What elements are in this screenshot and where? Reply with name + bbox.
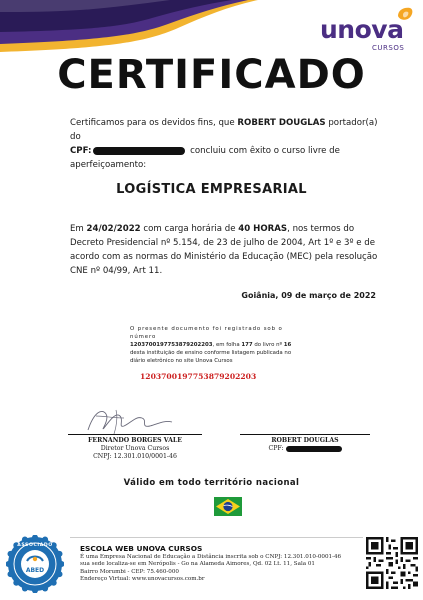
footer-line-cnpj: É uma Empresa Nacional de Educação a Distância inscrita sob o CNPJ: 12.301.010-0001-46: [80, 554, 342, 560]
registry-code: 1203700197753879202203: [140, 372, 257, 381]
completion-date: 24/02/2022: [86, 224, 141, 234]
footer-line-address: sua sede localiza-se em Nerópolis - Go na Alameda Aimores, Qd. 02 Lt. 11, Sala 01: [80, 561, 315, 568]
intro-text-holder: portador(a) do: [70, 118, 378, 142]
footer-divider: [70, 537, 363, 538]
footer-line-cep: Bairro Morumbi - CEP: 75.460-000: [80, 568, 179, 575]
validity-statement: Válido em todo território nacional: [123, 478, 300, 488]
registry-text-start: O presente documento foi registrado sob o número: [130, 326, 283, 340]
registry-livro: 16: [283, 342, 292, 348]
details-text-start: Em: [70, 224, 87, 234]
redacted-cpf: [93, 147, 185, 155]
certificate-title: CERTIFICADO: [57, 52, 366, 98]
director-cnpj: CNPJ: 12.301.010/0001-46: [93, 453, 177, 460]
logo-subtitle: CURSOS: [372, 44, 405, 52]
student-name-inline: ROBERT DOUGLAS: [237, 118, 326, 128]
director-signature-scribble: [80, 406, 180, 436]
cpf-label: CPF:: [70, 146, 92, 156]
seal-ring-text: ASSOCIADO: [17, 543, 53, 548]
qr-code-icon: [366, 537, 418, 589]
details-text-hours-intro: com carga horária de: [140, 224, 239, 234]
issue-place-date: Goiânia, 09 de março de 2022: [241, 291, 376, 300]
student-signature-block: [240, 437, 370, 453]
director-name: FERNANDO BORGES VALE: [88, 437, 182, 444]
seal-abed-text: ABED: [25, 567, 45, 574]
footer-school-name: ESCOLA WEB UNOVA CURSOS: [80, 544, 203, 553]
footer-info: [80, 544, 360, 584]
redacted-student-cpf: [286, 446, 342, 452]
logo-wordmark: unova: [320, 15, 404, 44]
registry-info: [130, 325, 306, 365]
intro-text-start: Certificamos para os devidos fins, que: [70, 118, 238, 128]
course-name: LOGÍSTICA EMPRESARIAL: [116, 182, 307, 197]
student-cpf-row: [240, 445, 370, 453]
course-hours: 40 HORAS: [238, 224, 288, 234]
brazil-flag-icon: [214, 497, 242, 516]
director-signature-line: [68, 434, 202, 435]
intro-text-completed: concluiu com êxito o curso livre de aperfeiçoamento:: [70, 146, 340, 170]
director-role: Diretor Unova Cursos: [100, 445, 170, 452]
student-name: ROBERT DOUGLAS: [271, 437, 339, 444]
registry-livro-label: do livro nº: [252, 342, 284, 348]
registry-folha: 177: [241, 342, 253, 348]
student-cpf-label: CPF:: [268, 445, 284, 452]
registry-folha-label: , em folha: [212, 342, 242, 348]
details-text-legal: , nos termos do Decreto Presidencial nº 5.154, de 23 de julho de 2004, Art 1º e 3º e de acordo com as normas do Ministério da Educação (MEC) pela resolução CNE nº 04/99, Art 11.: [70, 224, 378, 276]
director-signature-block: [68, 437, 202, 461]
course-details-paragraph: [70, 222, 380, 278]
footer-line-website: Endereço Virtual: www.unovacursos.com.br: [80, 576, 205, 583]
registry-number: 1203700197753879202203: [130, 342, 213, 348]
registry-text-end: desta instituição de ensino conforme listagem publicada no diário eletrônico no site Unova Cursos: [130, 350, 292, 364]
student-signature-line: [240, 434, 370, 435]
unova-logo: [318, 4, 418, 54]
intro-paragraph: [70, 116, 380, 172]
